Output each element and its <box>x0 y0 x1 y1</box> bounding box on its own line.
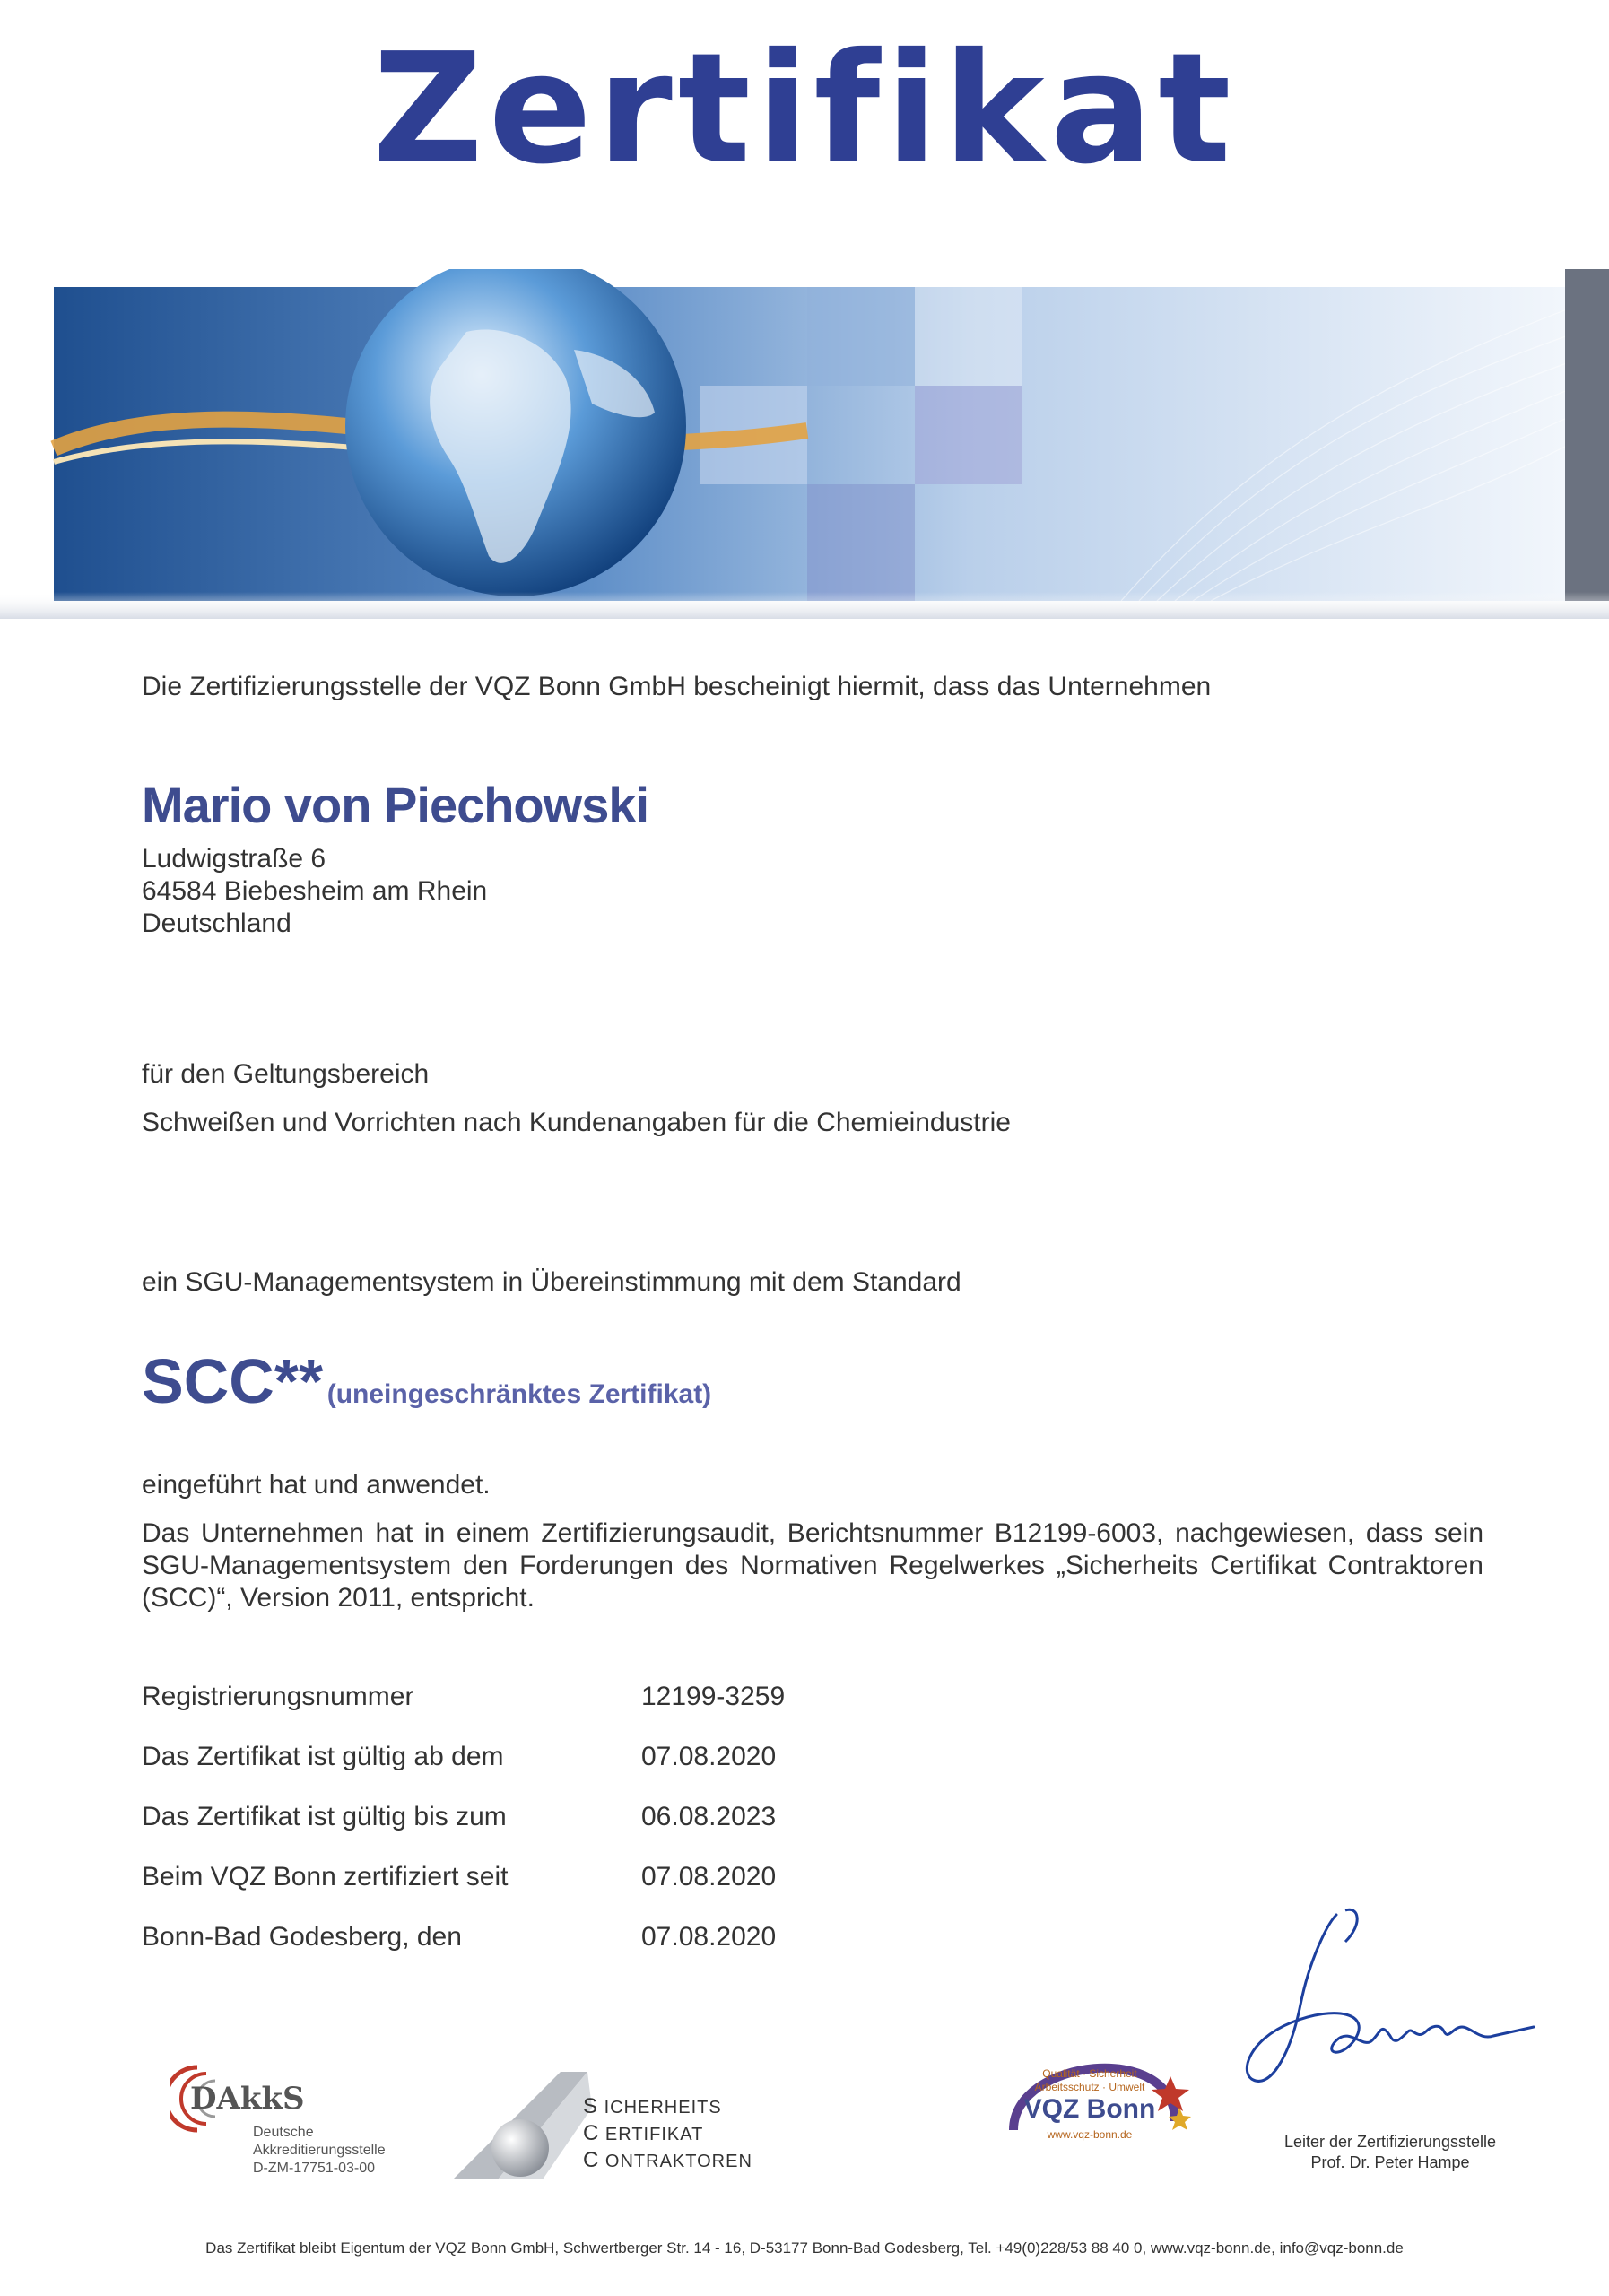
valid-from-label: Das Zertifikat ist gültig ab dem <box>142 1742 504 1771</box>
certified-since-value: 07.08.2020 <box>641 1862 777 1892</box>
scope-label: für den Geltungsbereich <box>142 1059 430 1089</box>
certified-since-label: Beim VQZ Bonn zertifiziert seit <box>142 1862 509 1892</box>
scc-line1: S ICHERHEITS <box>583 2094 722 2118</box>
vqz-tagline-2: Arbeitsschutz · Umwelt <box>1034 2081 1145 2093</box>
registration-label: Registrierungsnummer <box>142 1682 414 1711</box>
registration-value: 12199-3259 <box>641 1682 786 1711</box>
valid-until-label: Das Zertifikat ist gültig bis zum <box>142 1802 507 1831</box>
vqz-url: www.vqz-bonn.de <box>1047 2128 1133 2141</box>
dakks-line3: D-ZM-17751-03-00 <box>253 2161 376 2176</box>
standard-block <box>142 1345 711 1417</box>
company-city: 64584 Biebesheim am Rhein <box>142 876 488 906</box>
dakks-name: DAkkS <box>190 2081 305 2117</box>
dakks-line2: Akkreditierungsstelle <box>253 2143 386 2158</box>
vqz-name: VQZ Bonn <box>1023 2094 1156 2124</box>
signature-image <box>1238 1906 1543 2103</box>
standard-code: SCC** <box>142 1346 324 1416</box>
scc-logo <box>444 2054 767 2188</box>
scc-emblem-icon <box>444 2054 596 2188</box>
audit-paragraph: Das Unternehmen hat in einem Zertifizierungsaudit, Berichtsnummer B12199-6003, nachgewiesen, dass sein SGU-Managementsystem den Forderungen des Normativen Regelwerkes „Sicherheits Certifikat Contraktoren (SCC)“, Version 2011, entspricht. <box>142 1518 1483 1613</box>
scc-line3: C ONTRAKTOREN <box>583 2148 752 2172</box>
company-country: Deutschland <box>142 909 291 938</box>
dakks-line1: Deutsche <box>253 2125 314 2140</box>
implemented-text: eingeführt hat und anwendet. <box>142 1470 491 1500</box>
place-date-label: Bonn-Bad Godesberg, den <box>142 1922 462 1952</box>
certificate-title: Zertifikat <box>372 21 1237 198</box>
signature-name: Prof. Dr. Peter Hampe <box>1310 2153 1470 2171</box>
vqz-tagline-1: Qualität · Sicherheit <box>1042 2067 1137 2080</box>
company-name: Mario von Piechowski <box>142 777 649 833</box>
dakks-logo <box>170 2063 422 2188</box>
company-street: Ludwigstraße 6 <box>142 844 326 874</box>
valid-from-value: 07.08.2020 <box>641 1742 777 1771</box>
scope-text: Schweißen und Vorrichten nach Kundenangaben für die Chemieindustrie <box>142 1108 1011 1137</box>
valid-until-value: 06.08.2023 <box>641 1802 777 1831</box>
scc-line2: C ERTIFIKAT <box>583 2121 704 2145</box>
globe-banner-image <box>0 269 1609 619</box>
intro-text: Die Zertifizierungsstelle der VQZ Bonn GmbH bescheinigt hiermit, dass das Unternehmen <box>142 672 1212 701</box>
signature-role: Leiter der Zertifizierungsstelle <box>1283 2133 1497 2151</box>
place-date-value: 07.08.2020 <box>641 1922 777 1952</box>
footer-text: Das Zertifikat bleibt Eigentum der VQZ Bonn GmbH, Schwertberger Str. 14 - 16, D-53177 Bonn-Bad Godesberg, Tel. +49(0)228/53 88 40 0, www.vqz-bonn.de, info@vqz-bonn.de <box>205 2239 1404 2257</box>
standard-note: (uneingeschränktes Zertifikat) <box>326 1379 712 1409</box>
system-text: ein SGU-Managementsystem in Übereinstimmung mit dem Standard <box>142 1267 961 1297</box>
vqz-logo <box>996 2022 1193 2166</box>
